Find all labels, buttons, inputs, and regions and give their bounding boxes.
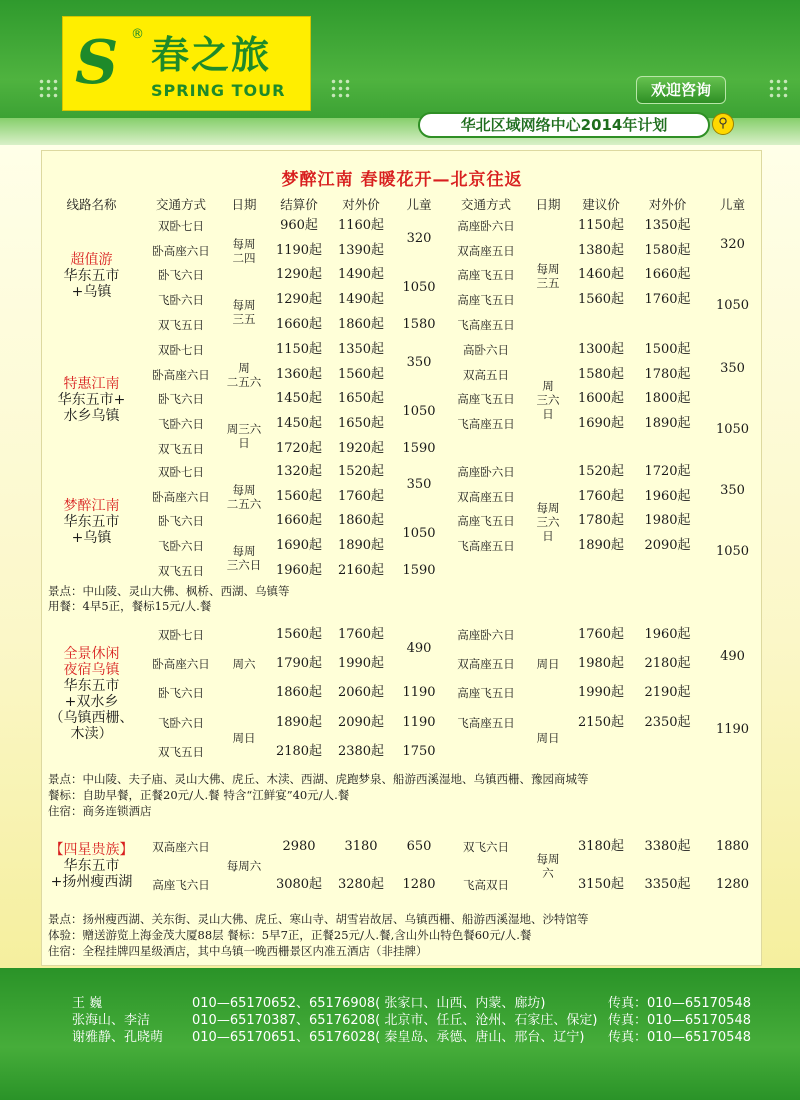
- stack-line: 每周: [232, 298, 256, 313]
- table-cell: 卧高座六日: [152, 657, 210, 672]
- table-cell: 交通方式: [155, 197, 206, 212]
- note-line: 餐标：自助早餐，正餐20元/人.餐 特含“江鲜宴”40元/人.餐: [48, 788, 350, 802]
- contact-name: 王 巍: [72, 996, 103, 1011]
- table-cell: 1290起: [275, 292, 323, 308]
- footer-contacts: [0, 968, 800, 1100]
- stack-line: +乌镇: [71, 283, 112, 300]
- stack-line: 日: [542, 406, 554, 421]
- table-cell: 1380起: [577, 242, 625, 258]
- table-cell: 日期: [231, 197, 257, 212]
- table-cell: 双卧七日: [158, 219, 204, 234]
- table-cell: 320: [406, 230, 432, 246]
- table-cell: 高座飞六日: [152, 878, 210, 892]
- table-cell: 1160起: [337, 218, 385, 234]
- table-cell: 960起: [280, 218, 318, 234]
- stack-cell: [41, 338, 142, 461]
- stack-line: 每周: [232, 236, 256, 251]
- table-cell: 3150起: [577, 877, 625, 892]
- table-cell: 3350起: [644, 877, 691, 892]
- table-cell: 1960起: [275, 562, 323, 578]
- stack-line: 周: [238, 360, 250, 375]
- table-cell: 1790起: [275, 656, 323, 672]
- table-cell: 卧飞六日: [158, 268, 204, 283]
- table-cell: 卧飞六日: [158, 392, 204, 407]
- table-cell: 飞高座五日: [457, 417, 515, 432]
- table-cell: 周日: [536, 657, 560, 672]
- stack-cell: [220, 288, 268, 337]
- stack-line: 华东五市: [63, 267, 120, 284]
- table-cell: 1290起: [275, 267, 323, 283]
- table-cell: 1890起: [577, 538, 625, 554]
- stack-line: 每周: [536, 500, 560, 515]
- table-cell: 1590: [402, 440, 436, 456]
- table-cell: 1800起: [644, 391, 691, 407]
- stack-cell: [220, 534, 268, 583]
- table-cell: 490: [406, 641, 432, 657]
- note-line: 住宿：商务连锁酒店: [48, 804, 152, 818]
- table-cell: 320: [720, 236, 745, 252]
- brand-name-cn: 春之旅: [151, 33, 272, 77]
- stack-line: 特惠江南: [63, 375, 120, 392]
- consult-button[interactable]: 欢迎咨询: [636, 76, 726, 104]
- table-cell: [570, 436, 632, 461]
- table-cell: 1560起: [577, 292, 625, 308]
- stack-line: 每周: [536, 852, 560, 866]
- stack-line: 华东五市: [63, 858, 120, 874]
- table-cell: 飞卧六日: [158, 293, 204, 308]
- table-cell: 2060起: [337, 685, 385, 701]
- table-cell: [570, 312, 632, 337]
- table-cell: [632, 312, 703, 337]
- table-cell: 双飞五日: [158, 441, 204, 456]
- stack-cell: [41, 620, 142, 767]
- stack-line: 水乡乌镇: [63, 407, 120, 424]
- table-cell: 2150起: [577, 714, 625, 730]
- table-cell: 490: [720, 648, 745, 664]
- dot-pattern: [330, 78, 352, 100]
- brand-name-en: SPRING TOUR: [151, 81, 286, 100]
- note-line: 景点：中山陵、灵山大佛、枫桥、西湖、乌镇等: [48, 584, 290, 598]
- table-cell: 1580: [402, 316, 436, 332]
- stack-cell: [220, 460, 268, 534]
- table-cell: 1460起: [577, 267, 625, 283]
- stack-line: 三五: [232, 312, 256, 327]
- stack-line: （乌镇西栅、: [49, 709, 134, 726]
- table-cell: 350: [720, 482, 745, 498]
- contact-fax: 传真：010—65170548: [608, 1013, 751, 1028]
- table-cell: 1890起: [644, 416, 691, 432]
- table-cell: 卧飞六日: [158, 686, 204, 701]
- table-cell: 2380起: [337, 744, 385, 760]
- stack-cell: [220, 338, 268, 412]
- stack-line: 每周: [536, 261, 560, 276]
- table-cell: 1560起: [337, 366, 385, 382]
- contact-fax: 传真：010—65170548: [608, 996, 751, 1011]
- stack-line: 三五: [536, 275, 560, 290]
- stack-cell: [41, 460, 142, 583]
- stack-line: 三六日: [226, 558, 262, 573]
- table-cell: 1580起: [644, 242, 691, 258]
- table-cell: 结算价: [280, 197, 318, 212]
- table-cell: 2090起: [337, 714, 385, 730]
- table-cell: 2090起: [644, 538, 691, 554]
- table-cell: 1050: [715, 298, 750, 314]
- table-cell: 1660起: [275, 316, 323, 332]
- note-line: 用餐：4早5正，餐标15元/人.餐: [48, 599, 212, 613]
- table-cell: 2350起: [644, 714, 691, 730]
- table-cell: 1980起: [644, 513, 691, 529]
- table-cell: 飞卧六日: [158, 715, 204, 730]
- stack-line: 华东五市: [63, 677, 120, 694]
- table-cell: 1760起: [337, 626, 385, 642]
- table-cell: 1150起: [275, 342, 323, 358]
- table-cell: 双飞五日: [158, 317, 204, 332]
- table-cell: 1690起: [275, 538, 323, 554]
- note-line: 景点：扬州瘦西湖、关东街、灵山大佛、虎丘、寒山寺、胡雪岩故居、乌镇西栅、船游西溪湿地、沙特馆等: [48, 912, 589, 926]
- stack-cell: [526, 828, 570, 904]
- table-cell: 3180起: [577, 839, 625, 854]
- stack-line: 超值游: [70, 251, 113, 268]
- table-cell: 卧高座六日: [152, 243, 210, 258]
- table-cell: 1860起: [337, 316, 385, 332]
- table-cell: 儿童: [406, 197, 432, 212]
- table-cell: 1960起: [644, 626, 691, 642]
- table-cell: 1760起: [577, 488, 625, 504]
- stack-line: 六: [542, 866, 554, 880]
- stack-line: 二五六: [226, 496, 262, 511]
- table-cell: 1860起: [337, 513, 385, 529]
- table-cell: 高座飞五日: [457, 686, 515, 701]
- stack-line: 木渎）: [70, 725, 113, 742]
- table-cell: 高卧六日: [463, 343, 509, 358]
- table-cell: 1050: [715, 422, 750, 438]
- stack-line: 周: [542, 378, 554, 393]
- stack-line: 每周: [232, 482, 256, 497]
- table-cell: 1750: [402, 744, 436, 760]
- table-cell: 3080起: [275, 877, 323, 892]
- table-cell: 线路名称: [66, 197, 117, 212]
- stack-line: 三六: [536, 514, 560, 529]
- table-cell: 高座飞五日: [457, 293, 515, 308]
- table-cell: 1560起: [275, 626, 323, 642]
- table-cell: 3380起: [644, 839, 691, 854]
- stack-line: +扬州瘦西湖: [50, 874, 133, 890]
- table-cell: 1050: [402, 525, 436, 541]
- table-cell: 1320起: [275, 464, 323, 480]
- table-cell: 1760起: [577, 626, 625, 642]
- table-cell: 1960起: [644, 488, 691, 504]
- table-cell: 1350起: [337, 342, 385, 358]
- table-cell: 双飞六日: [463, 840, 509, 854]
- stack-line: 华东五市: [63, 513, 120, 530]
- table-cell: 卧高座六日: [152, 367, 210, 382]
- table-cell: 1560起: [275, 488, 323, 504]
- table-cell: 双卧七日: [158, 627, 204, 642]
- table-cell: 1890起: [275, 714, 323, 730]
- table-cell: 1880: [715, 839, 750, 854]
- stack-cell: [526, 214, 570, 337]
- table-cell: 1450起: [275, 416, 323, 432]
- table-cell: 1780起: [577, 513, 625, 529]
- contact-name: 张海山、李洁: [72, 1013, 151, 1028]
- table-cell: 1980起: [577, 656, 625, 672]
- table-title: 梦醉江南 春暖花开—北京往返: [281, 169, 523, 190]
- table-cell: 1690起: [577, 416, 625, 432]
- stack-line: 日: [238, 436, 250, 451]
- table-cell: 双高座五日: [457, 243, 515, 258]
- table-cell: 儿童: [719, 197, 745, 212]
- table-cell: [446, 436, 526, 461]
- stack-line: 周三六: [226, 422, 262, 437]
- table-cell: 飞卧六日: [158, 417, 204, 432]
- table-cell: 1760起: [337, 488, 385, 504]
- table-cell: 1890起: [337, 538, 385, 554]
- table-cell: 1660起: [644, 267, 691, 283]
- table-cell: 2160起: [337, 562, 385, 578]
- stack-line: 日: [542, 528, 554, 543]
- table-cell: [446, 738, 526, 767]
- stack-line: +双水乡: [64, 693, 119, 710]
- stack-line: 二五六: [226, 374, 262, 389]
- table-cell: 建议价: [582, 197, 620, 212]
- stack-line: +乌镇: [71, 529, 112, 546]
- stack-line: 华东五市+: [57, 391, 126, 408]
- table-cell: 1280: [402, 877, 436, 892]
- table-cell: [446, 558, 526, 583]
- table-cell: 1650起: [337, 416, 385, 432]
- stack-cell: [41, 214, 142, 337]
- table-cell: 1500起: [644, 342, 691, 358]
- table-cell: 1190: [402, 714, 436, 730]
- contact-phone: 010—65170652、65176908( 张家口、山西、内蒙、廊坊): [192, 996, 546, 1011]
- table-cell: 350: [720, 360, 745, 376]
- plan-title: 华北区域网络中心2014年计划: [418, 112, 710, 138]
- table-cell: [570, 558, 632, 583]
- table-cell: 飞高座五日: [457, 539, 515, 554]
- table-cell: 1990起: [577, 685, 625, 701]
- table-cell: 双飞五日: [158, 563, 204, 578]
- table-cell: 飞高双日: [463, 878, 509, 892]
- table-cell: 350: [406, 354, 432, 370]
- table-cell: 高座卧六日: [457, 219, 515, 234]
- table-cell: 1520起: [337, 464, 385, 480]
- note-line: 体验：赠送游览上海金茂大厦88层 餐标：5早7正，正餐25元/人.餐,含山外山特色餐60元/人.餐: [48, 928, 532, 942]
- table-cell: 飞卧六日: [158, 539, 204, 554]
- table-cell: 1050: [402, 279, 436, 295]
- table-cell: 1650起: [337, 391, 385, 407]
- table-cell: 1350起: [644, 218, 691, 234]
- table-cell: 1860起: [275, 685, 323, 701]
- table-cell: 高座卧六日: [457, 627, 515, 642]
- table-cell: 1720起: [275, 440, 323, 456]
- contact-fax: 传真：010—65170548: [608, 1030, 751, 1045]
- table-cell: 双高座六日: [152, 840, 210, 854]
- table-cell: 350: [406, 476, 432, 492]
- table-cell: 3280起: [337, 877, 385, 892]
- logo-mark-icon: S: [75, 28, 119, 98]
- table-cell: 2180起: [644, 656, 691, 672]
- table-cell: [632, 436, 703, 461]
- table-cell: 周日: [536, 730, 560, 745]
- table-cell: 1760起: [644, 292, 691, 308]
- table-cell: [632, 738, 703, 767]
- table-cell: 飞高座五日: [457, 317, 515, 332]
- table-cell: 1360起: [275, 366, 323, 382]
- table-cell: 1190: [402, 685, 436, 701]
- table-cell: 日期: [535, 197, 561, 212]
- stack-cell: [41, 828, 142, 904]
- table-cell: 交通方式: [460, 197, 511, 212]
- table-cell: 1050: [402, 403, 436, 419]
- table-cell: 1050: [715, 544, 750, 560]
- stack-line: 【四星贵族】: [49, 842, 134, 858]
- table-cell: 对外价: [342, 197, 380, 212]
- stack-cell: [220, 412, 268, 461]
- stack-cell: [526, 460, 570, 583]
- table-cell: [570, 738, 632, 767]
- table-cell: 周日: [232, 730, 256, 745]
- stack-line: 梦醉江南: [63, 497, 120, 514]
- table-cell: 卧高座六日: [152, 489, 210, 504]
- table-cell: 1780起: [644, 366, 691, 382]
- contact-name: 谢雅静、孔晓萌: [72, 1030, 164, 1045]
- stack-cell: [220, 214, 268, 288]
- table-cell: 每周六: [226, 859, 262, 873]
- contact-phone: 010—65170651、65176028( 秦皇岛、承德、唐山、邢台、辽宁): [192, 1030, 585, 1045]
- table-cell: 2190起: [644, 685, 691, 701]
- table-cell: 2980: [282, 839, 316, 854]
- table-cell: 1580起: [577, 366, 625, 382]
- note-line: 景点：中山陵、夫子庙、灵山大佛、虎丘、木渎、西湖、虎跑梦泉、船游西溪湿地、乌镇西栅、豫园商城等: [48, 772, 589, 786]
- table-cell: 卧飞六日: [158, 514, 204, 529]
- header-banner: [0, 0, 800, 145]
- table-cell: 1990起: [337, 656, 385, 672]
- table-cell: 1150起: [577, 218, 625, 234]
- table-cell: 3180: [344, 839, 378, 854]
- table-cell: 双卧七日: [158, 343, 204, 358]
- table-cell: 1490起: [337, 267, 385, 283]
- table-cell: 1720起: [644, 464, 691, 480]
- dot-pattern: [38, 78, 60, 100]
- table-cell: 双卧七日: [158, 465, 204, 480]
- table-cell: 1300起: [577, 342, 625, 358]
- table-cell: 2180起: [275, 744, 323, 760]
- note-line: 住宿：全程挂牌四星级酒店，其中乌镇一晚西栅景区内准五酒店（非挂牌）: [48, 944, 428, 958]
- table-cell: 1600起: [577, 391, 625, 407]
- stack-line: 全景休闲: [63, 645, 120, 662]
- table-cell: 1190: [715, 722, 750, 738]
- table-cell: 1520起: [577, 464, 625, 480]
- stack-line: 夜宿乌镇: [63, 661, 120, 678]
- table-cell: 1390起: [337, 242, 385, 258]
- table-cell: 对外价: [648, 197, 687, 212]
- stack-line: 二四: [232, 250, 256, 265]
- dot-pattern: [768, 78, 790, 100]
- brand-logo: [62, 16, 311, 111]
- table-cell: 飞高座五日: [457, 715, 515, 730]
- table-cell: 1190起: [275, 242, 323, 258]
- contact-phone: 010—65170387、65176208( 北京市、任丘、沧州、石家庄、保定): [192, 1013, 598, 1028]
- stack-line: 三六: [536, 392, 560, 407]
- table-cell: 双飞五日: [158, 745, 204, 760]
- table-cell: 双高座五日: [457, 489, 515, 504]
- table-cell: 高座卧六日: [457, 465, 515, 480]
- table-cell: 650: [406, 839, 432, 854]
- search-icon[interactable]: ⚲: [712, 113, 734, 135]
- table-cell: 1490起: [337, 292, 385, 308]
- table-cell: [632, 558, 703, 583]
- stack-line: 每周: [232, 544, 256, 559]
- table-cell: 1280: [715, 877, 750, 892]
- table-cell: 1590: [402, 562, 436, 578]
- table-cell: 周六: [232, 657, 256, 672]
- table-cell: 双高座五日: [457, 657, 515, 672]
- table-cell: 高座飞五日: [457, 392, 515, 407]
- table-cell: 1450起: [275, 391, 323, 407]
- table-cell: 双高五日: [463, 367, 509, 382]
- table-cell: 1920起: [337, 440, 385, 456]
- table-cell: 高座飞五日: [457, 268, 515, 283]
- table-cell: 高座飞五日: [457, 514, 515, 529]
- stack-cell: [526, 338, 570, 461]
- table-cell: 1660起: [275, 513, 323, 529]
- registered-mark: ®: [131, 27, 144, 42]
